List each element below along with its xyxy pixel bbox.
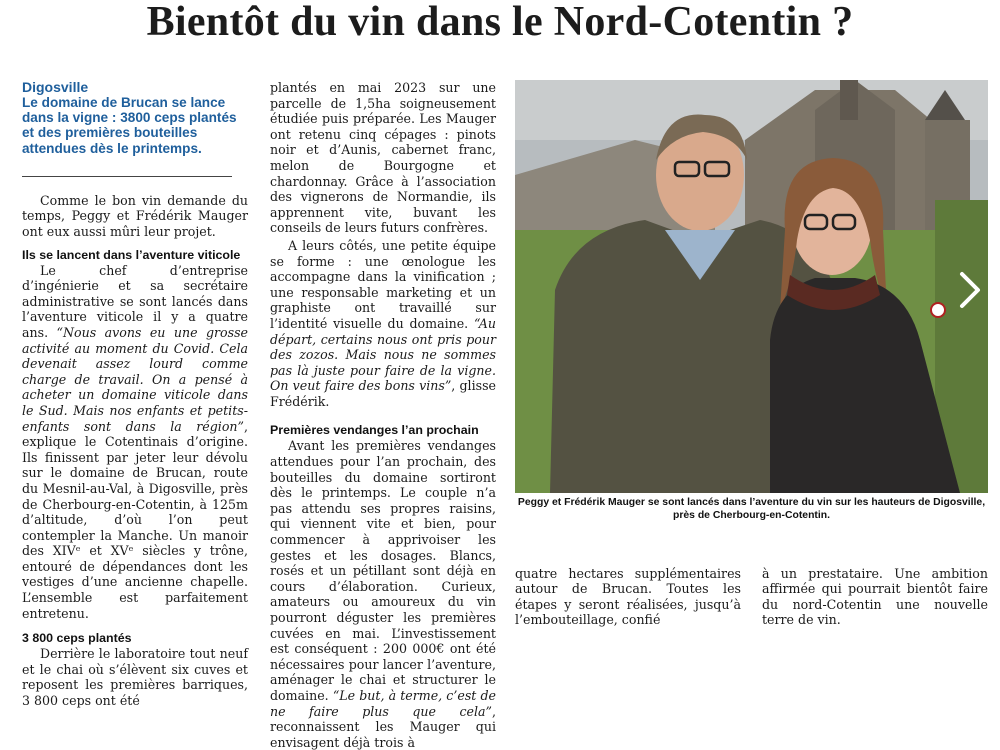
paragraph-ceps: Derrière le laboratoire tout neuf et le chai où s’élèvent six cuves et reposent les premières barriques, 3 800 ceps ont été: [22, 646, 248, 709]
paragraph-cepages: plantés en mai 2023 sur une parcelle de 1,5ha soigneusement étudiée puis préparée. Les Mauger ont retenu cinq cépages : pinots noir et d’Aunis, cabernet franc, melon de Bourgogne et chardonnay. Grâce à l’association des vignerons de Normandie, ils apprennent vite, buvant les conseils de leurs futurs confrères.: [270, 80, 496, 236]
quote: “Au départ, certains nous ont pris pour des zozos. Mais nous ne sommes pas là juste pour faire de la vigne. On veut faire des bons vins”: [270, 315, 496, 394]
text: , explique le Cotentinais d’origine. Ils finissent par jeter leur dévolu sur le domaine de Brucan, route du Mesnil-au-Val, à Digosville, près de Cherbourg-en-Cotentin, à 125m d’altitude, d’où l’on peut contempler la Manche. Un manoir des XIVᵉ et XVᵉ siècles y trône, entouré de dépendances dont les vestiges d’une ancienne chapelle. L’ensemble est parfaitement entretenu.: [22, 418, 248, 621]
paragraph-equipe: [270, 238, 496, 410]
standfirst: Le domaine de Brucan se lance dans la vigne : 3800 ceps plantés et des premières bouteilles attendues dès le printemps.: [22, 95, 237, 156]
paragraph-vendanges: [270, 438, 496, 750]
subheading-aventure: Ils se lancent dans l’aventure viticole: [22, 247, 241, 262]
text: , reconnaissent les Mauger qui envisagent déjà trois à: [270, 703, 496, 750]
article-column-2: [270, 80, 496, 750]
text: Avant les premières vendanges attendues pour l’an prochain, des bouteilles du domaine sortiront dès le printemps. Le couple n’a pas attendu ses propres raisins, qui viennent vite et bien, pour commencer à apprivoiser les gestes et les dosages. Blancs, rosés et un pétillant sont déjà en cours d’élaboration. Curieux, amateurs ou amoureux du vin pourront déguster les premières cuvées en mai. L’investissement est conséquent : 200 000€ ont été nécessaires pour lancer l’aventure, aménager le chai et structurer le domaine.: [270, 438, 496, 703]
kicker-location: Digosville: [22, 79, 89, 95]
text: Le chef d’entreprise d’ingénierie et sa secrétaire administrative se sont lancés dans l’aventure viticole il y a quatre ans.: [22, 262, 248, 340]
quote: “Le but, à terme, c’est de ne faire plus que cela”: [270, 687, 496, 719]
subheading-ceps: 3 800 ceps plantés: [22, 631, 132, 646]
subheading-vendanges: Premières vendanges l’an prochain: [270, 423, 479, 438]
text: , glisse Frédérik.: [270, 378, 496, 409]
quote: “Nous avons eu une grosse activité au moment du Covid. Cela devenait assez lourd comme charge de travail. On a pensé à acheter un domaine viticole dans le Sud. Mais nos enfants et petits-enfants sont dans la région”: [22, 324, 249, 434]
article-photo[interactable]: [515, 80, 988, 493]
divider: [22, 176, 232, 177]
continuation-column-4: [762, 553, 988, 641]
article-column-1: [22, 80, 248, 709]
continuation-column-3: [515, 553, 741, 641]
paragraph-ambition: à un prestataire. Une ambition affirmée qui pourrait bientôt faire du nord-Cotentin une nouvelle terre de vin.: [762, 565, 988, 628]
paragraph-hectares: quatre hectares supplémentaires autour de Brucan. Toutes les étapes y seront réalisées, jusqu’à l’embouteillage, confié: [515, 565, 741, 628]
intro-paragraph: Comme le bon vin demande du temps, Peggy et Frédérik Mauger ont eux aussi mûri leur projet.: [22, 192, 248, 239]
headline: Bientôt du vin dans le Nord-Cotentin ?: [146, 0, 854, 45]
chevron-right-icon[interactable]: [956, 270, 982, 310]
text: A leurs côtés, une petite équipe se forme : une œnologue les accompagne dans la vinification ; une responsable marketing et un graphiste ont travaillé sur l’identité visuelle du domaine.: [270, 237, 496, 331]
photo-caption: Peggy et Frédérik Mauger se sont lancés dans l’aventure du vin sur les hauteurs de Digosville, près de Cherbourg-en-Cotentin.: [517, 497, 986, 521]
paragraph-aventure: [22, 263, 248, 622]
photo-illustration: [515, 80, 988, 493]
